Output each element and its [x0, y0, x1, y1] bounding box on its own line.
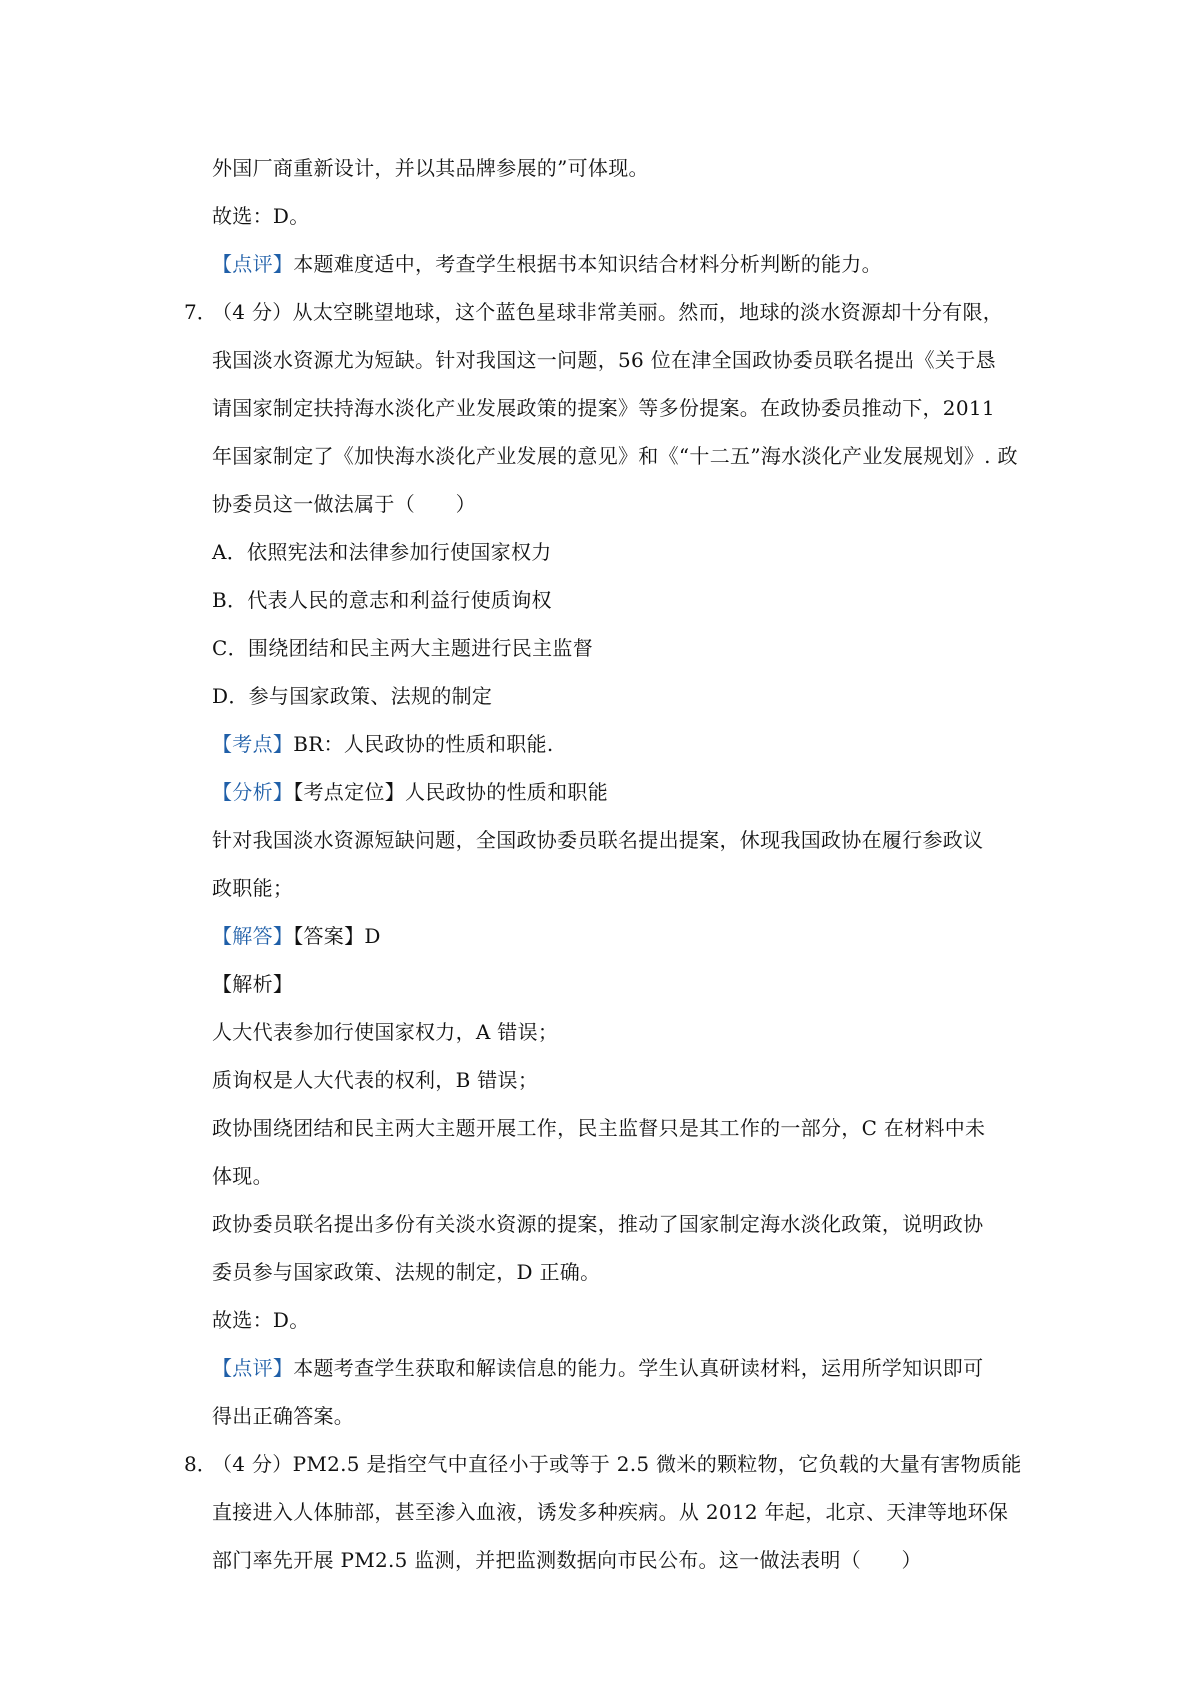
q7-fenxi-body: 政职能；	[212, 876, 294, 900]
top-line: 外国厂商重新设计，并以其品牌参展的”可体现。	[212, 156, 649, 180]
q7-explain-line: 政协委员联名提出多份有关淡水资源的提案，推动了国家制定海水淡化政策，说明政协	[212, 1212, 984, 1236]
q7-stem-line: 请国家制定扶持海水淡化产业发展政策的提案》等多份提案。在政协委员推动下，2011	[212, 396, 995, 420]
q7-explain-line: 委员参与国家政策、法规的制定，D 正确。	[212, 1260, 601, 1284]
q7-option-a: A．依照宪法和法律参加行使国家权力	[212, 540, 552, 564]
q7-fenxi-body: 针对我国淡水资源短缺问题，全国政协委员联名提出提案，休现我国政协在履行参政议	[212, 828, 984, 852]
fenxi-text: 【考点定位】人民政协的性质和职能	[293, 780, 609, 804]
q7-select: 故选：D。	[212, 1308, 310, 1332]
kaodian-text: BR：人民政协的性质和职能.	[293, 732, 554, 756]
q7-jieda	[212, 922, 381, 950]
q7-number: 7．	[184, 300, 217, 324]
q7-review	[212, 1354, 983, 1382]
q7-jiexi: 【解析】	[212, 972, 294, 996]
q8-number: 8．	[184, 1452, 217, 1476]
review-tag: 【点评】	[212, 1356, 294, 1380]
jieda-tag: 【解答】	[212, 924, 294, 948]
top-select: 故选：D。	[212, 204, 310, 228]
q7-option-b: B．代表人民的意志和利益行使质询权	[212, 588, 552, 612]
q7-explain-line: 质询权是人大代表的权利，B 错误；	[212, 1068, 539, 1092]
q7-option-d: D．参与国家政策、法规的制定	[212, 684, 493, 708]
q7-fenxi	[212, 778, 608, 806]
q7-explain-line: 政协围绕团结和民主两大主题开展工作，民主监督只是其工作的一部分，C 在材料中未	[212, 1116, 986, 1140]
q7-explain-line: 人大代表参加行使国家权力，A 错误；	[212, 1020, 559, 1044]
q8-stem-line: 直接进入人体肺部，甚至渗入血液，诱发多种疾病。从 2012 年起，北京、天津等地环保	[212, 1500, 1009, 1524]
kaodian-tag: 【考点】	[212, 732, 294, 756]
q7-review-cont: 得出正确答案。	[212, 1404, 355, 1428]
q7-kaodian	[212, 730, 554, 758]
review-text: 本题难度适中，考查学生根据书本知识结合材料分析判断的能力。	[293, 252, 882, 276]
q7-stem-line: 我国淡水资源尤为短缺。针对我国这一问题，56 位在津全国政协委员联名提出《关于恳	[212, 348, 996, 372]
q7-stem-line: （4 分）从太空眺望地球，这个蓝色星球非常美丽。然而，地球的淡水资源却十分有限，	[212, 300, 1004, 324]
fenxi-tag: 【分析】	[212, 780, 294, 804]
q7-stem-line: 协委员这一做法属于（ ）	[212, 492, 476, 516]
jieda-text: 【答案】D	[293, 924, 381, 948]
q8-stem-line: （4 分）PM2.5 是指空气中直径小于或等于 2.5 微米的颗粒物，它负载的大量有害物质能	[212, 1452, 1022, 1476]
q7-explain-line: 体现。	[212, 1164, 273, 1188]
review-text: 本题考查学生获取和解读信息的能力。学生认真研读材料，运用所学知识即可	[293, 1356, 984, 1380]
top-review	[212, 250, 882, 278]
q7-option-c: C．围绕团结和民主两大主题进行民主监督	[212, 636, 594, 660]
review-tag: 【点评】	[212, 252, 294, 276]
q8-stem-line: 部门率先开展 PM2.5 监测，并把监测数据向市民公布。这一做法表明（ ）	[212, 1548, 922, 1572]
q7-stem-line: 年国家制定了《加快海水淡化产业发展的意见》和《“十二五”海水淡化产业发展规划》. 政	[212, 444, 1018, 468]
